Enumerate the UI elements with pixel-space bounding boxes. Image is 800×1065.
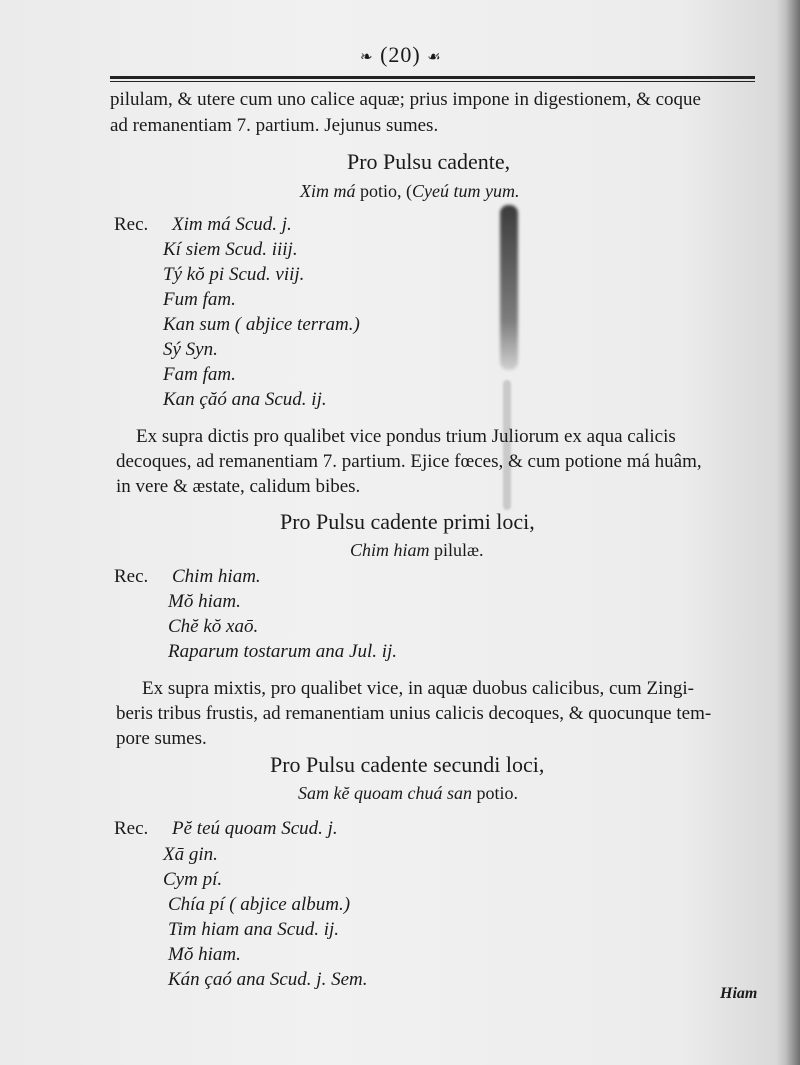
ingredient-item: Kán çaó ana Scud. j. Sem. xyxy=(168,969,368,990)
ingredient-item: Cym pí. xyxy=(163,869,223,890)
paragraph-line: pore sumes. xyxy=(116,728,207,749)
ingredient-item: Pĕ teú quoam Scud. j. xyxy=(172,818,338,839)
ink-stain xyxy=(500,205,518,370)
rec-label: Rec. xyxy=(114,566,149,587)
paragraph-line: Ex supra mixtis, pro qualibet vice, in aquæ duobus calicibus, cum Zingi- xyxy=(142,678,694,699)
rec-label: Rec. xyxy=(114,214,149,235)
ingredient-item: Mŏ hiam. xyxy=(168,944,241,965)
ingredient-item: Kan çăó ana Scud. ij. xyxy=(163,389,327,410)
ingredient-item: Chĕ kŏ xaō. xyxy=(168,616,259,637)
section-subtitle: Chim hiam pilulæ. xyxy=(350,540,484,560)
show-through-text xyxy=(560,128,564,148)
paragraph-line: in vere & æstate, calidum bibes. xyxy=(116,476,361,497)
ingredient-item: Mŏ hiam. xyxy=(168,591,241,612)
header-rule-thick xyxy=(110,76,755,79)
ingredient-item: Sý Syn. xyxy=(163,339,218,360)
ingredient-item: Xā gin. xyxy=(163,844,218,865)
ingredient-item: Xim má Scud. j. xyxy=(172,214,292,235)
ingredient-item: Raparum tostarum ana Jul. ij. xyxy=(168,641,398,662)
ingredient-item: Tý kŏ pi Scud. viij. xyxy=(163,264,305,285)
section-title: Pro Pulsu cadente, xyxy=(347,149,511,174)
page-edge-shadow xyxy=(786,0,800,1065)
paragraph-line: beris tribus frustis, ad remanentiam unius calicis decoques, & quocunque tem- xyxy=(116,703,712,724)
page-number: (20) xyxy=(380,42,421,67)
section-subtitle: Xim má potio, (Cyeú tum yum. xyxy=(300,181,520,201)
paragraph-line: decoques, ad remanentiam 7. partium. Ejice fœces, & cum potione má huâm, xyxy=(116,451,702,472)
paragraph-line: Ex supra dictis pro qualibet vice pondus trium Juliorum ex aqua calicis xyxy=(136,426,676,447)
section-title: Pro Pulsu cadente secundi loci, xyxy=(270,752,545,777)
rec-label: Rec. xyxy=(114,818,149,839)
paragraph-line: ad remanentiam 7. partium. Jejunus sumes. xyxy=(110,115,439,136)
ingredient-item: Chim hiam. xyxy=(172,566,261,587)
ingredient-item: Fam fam. xyxy=(163,364,236,385)
ingredient-item: Kí siem Scud. iiij. xyxy=(163,239,298,260)
ingredient-item: Kan sum ( abjice terram.) xyxy=(163,314,360,335)
ingredient-item: Tim hiam ana Scud. ij. xyxy=(168,919,340,940)
section-subtitle: Sam kĕ quoam chuá san potio. xyxy=(298,783,518,803)
ornament-left-icon: ❧ xyxy=(360,49,374,66)
ingredient-item: Chía pí ( abjice album.) xyxy=(168,894,351,915)
section-title: Pro Pulsu cadente primi loci, xyxy=(280,509,535,534)
header-rule-thin xyxy=(110,81,755,82)
paragraph-line: pilulam, & utere cum uno calice aquæ; prius impone in digestionem, & coque xyxy=(110,89,701,110)
page-header xyxy=(360,42,442,68)
ingredient-item: Fum fam. xyxy=(163,289,236,310)
catchword: Hiam xyxy=(720,985,758,1002)
ornament-right-icon: ☙ xyxy=(427,49,442,66)
